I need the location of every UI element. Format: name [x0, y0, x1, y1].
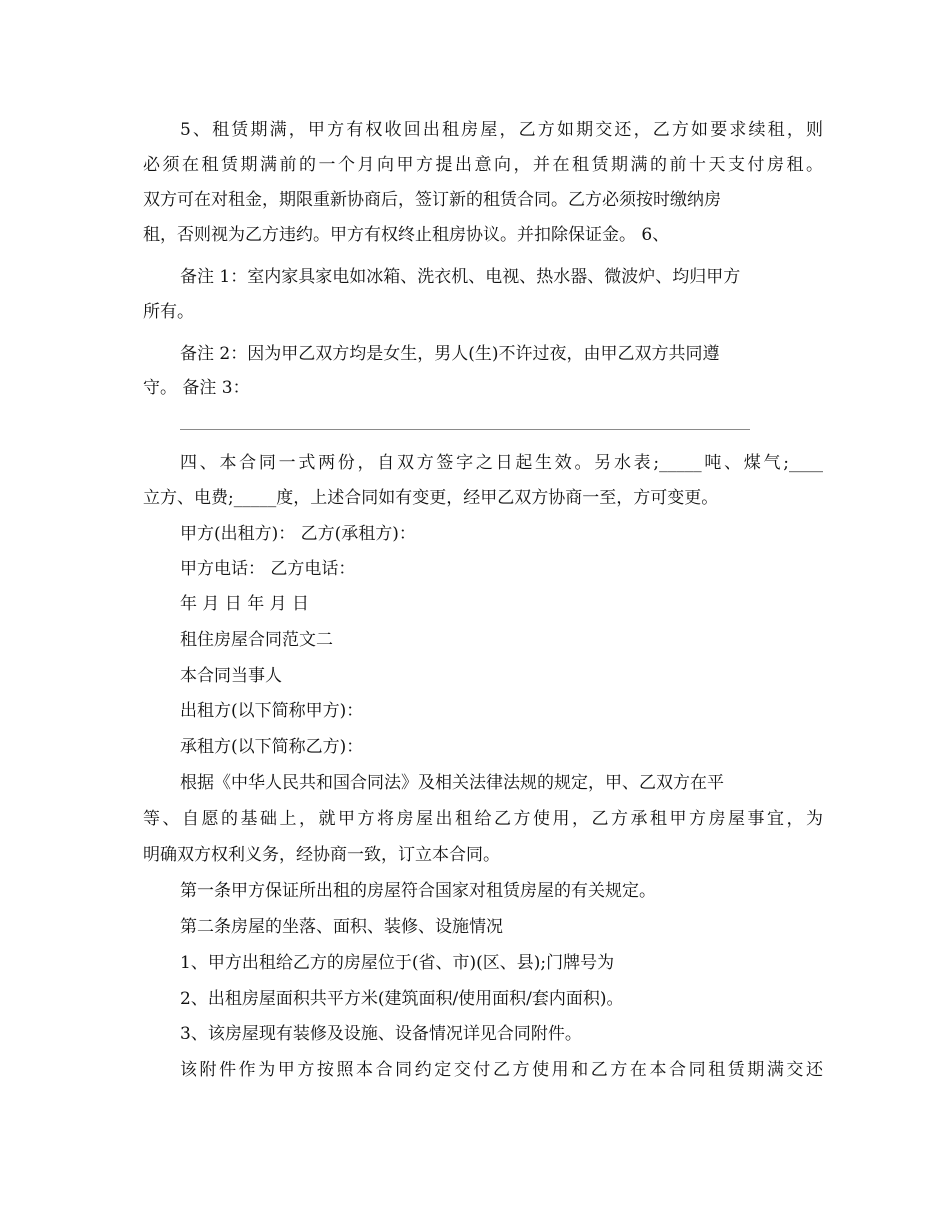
- paragraph-line: 根据《中华人民共和国合同法》及相关法律法规的规定，甲、乙双方在平: [180, 773, 724, 793]
- paragraph-line: 3、该房屋现有装修及设施、设备情况详见合同附件。: [180, 1024, 582, 1044]
- paragraph-line: 四、本合同一式两份，自双方签字之日起生效。另水表;_____吨、煤气;____: [180, 453, 823, 473]
- paragraph-line: 第二条房屋的坐落、面积、装修、设施情况: [180, 917, 503, 937]
- paragraph-line: 该附件作为甲方按照本合同约定交付乙方使用和乙方在本合同租赁期满交还: [180, 1060, 823, 1080]
- paragraph-line: 1、甲方出租给乙方的房屋位于(省、市)(区、县);门牌号为: [180, 953, 615, 973]
- paragraph-line: 立方、电费;_____度，上述合同如有变更，经甲乙双方协商一至，方可变更。: [143, 488, 719, 508]
- paragraph-line: 承租方(以下简称乙方)：: [180, 737, 364, 757]
- signature-phones-line: 甲方电话： 乙方电话：: [180, 559, 356, 579]
- paragraph-line: 等、自愿的基础上，就甲方将房屋出租给乙方使用，乙方承租甲方房屋事宜，为: [143, 809, 823, 829]
- paragraph-line: 明确双方权利义务，经协商一致，订立本合同。: [143, 845, 500, 865]
- paragraph-line: 租，否则视为乙方违约。甲方有权终止租房协议。并扣除保证金。 6、: [143, 225, 670, 245]
- paragraph-line: 备注 1：室内家具家电如冰箱、洗衣机、电视、热水器、微波炉、均归甲方: [180, 267, 741, 287]
- paragraph-line: 必须在租赁期满前的一个月向甲方提出意向，并在租赁期满的前十天支付房租。: [143, 155, 823, 175]
- section-title: 租住房屋合同范文二: [180, 630, 333, 650]
- paragraph-line: 双方可在对租金，期限重新协商后，签订新的租赁合同。乙方必须按时缴纳房: [143, 190, 721, 210]
- paragraph-line: 5、租赁期满，甲方有权收回出租房屋，乙方如期交还，乙方如要求续租，则: [180, 120, 823, 140]
- signature-parties-line: 甲方(出租方)： 乙方(承租方)：: [180, 524, 416, 544]
- paragraph-line: 守。 备注 3：: [143, 378, 250, 398]
- paragraph-line: 备注 2：因为甲乙双方均是女生，男人(生)不许过夜，由甲乙双方共同遵: [180, 344, 720, 364]
- horizontal-rule: [180, 429, 750, 430]
- paragraph-line: 本合同当事人: [180, 666, 282, 686]
- paragraph-line: 第一条甲方保证所出租的房屋符合国家对租赁房屋的有关规定。: [180, 881, 656, 901]
- paragraph-line: 所有。: [143, 302, 194, 322]
- paragraph-line: 2、出租房屋面积共平方米(建筑面积/使用面积/套内面积)。: [180, 989, 624, 1009]
- paragraph-line: 出租方(以下简称甲方)：: [180, 701, 364, 721]
- signature-dates-line: 年 月 日 年 月 日: [180, 594, 310, 614]
